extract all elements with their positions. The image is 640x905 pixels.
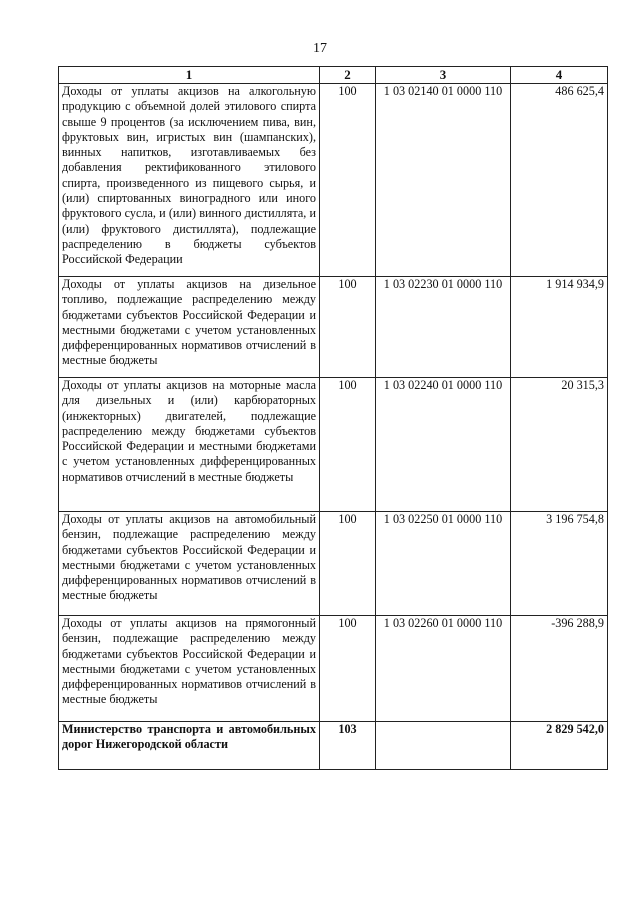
row-kbk: 1 03 02260 01 0000 110 [376,616,511,722]
row-amount: -396 288,9 [511,616,608,722]
row-amount: 1 914 934,9 [511,277,608,378]
row-code: 100 [320,512,376,616]
table-header-row [59,67,608,84]
table-row [59,277,608,378]
row-amount: 20 315,3 [511,378,608,512]
column-header-kbk: 3 [376,67,511,84]
row-kbk: 1 03 02250 01 0000 110 [376,512,511,616]
column-header-amount: 4 [511,67,608,84]
row-kbk [376,722,511,770]
row-code: 100 [320,616,376,722]
table-row-total [59,722,608,770]
row-code: 100 [320,378,376,512]
column-header-code: 2 [320,67,376,84]
row-code: 100 [320,277,376,378]
table-row [59,378,608,512]
row-name: Доходы от уплаты акцизов на автомобильный бензин, подлежащие распределению между бюджетами субъектов Российской Федерации и местными бюджетами с учетом установленных дифференцированных нормативов отчислений в местные бюджеты [59,512,320,616]
revenue-table [58,66,608,770]
table-row [59,512,608,616]
row-code: 100 [320,84,376,277]
row-kbk: 1 03 02230 01 0000 110 [376,277,511,378]
column-header-name: 1 [59,67,320,84]
table-row [59,84,608,277]
row-name: Министерство транспорта и автомобильных дорог Нижегородской области [59,722,320,770]
table-row [59,616,608,722]
row-code: 103 [320,722,376,770]
page-number: 17 [313,41,327,56]
row-name: Доходы от уплаты акцизов на алкогольную продукцию с объемной долей этилового спирта свыше 9 процентов (за исключением пива, вин, фруктовых вин, игристых вин (шампанских), винных напитков, изготавливаемых без добавления ректификованного этилового спирта, произведенного из пищевого сырья, и (или) спиртованных виноградного или иного фруктового сусла, и (или) винного дистиллята, и (или) фруктового дистиллята), подлежащие распределению в бюджеты субъектов Российской Федерации [59,84,320,277]
row-name: Доходы от уплаты акцизов на моторные масла для дизельных и (или) карбюраторных (инжекторных) двигателей, подлежащие распределению между бюджетами субъектов Российской Федерации и местными бюджетами с учетом установленных дифференцированных нормативов отчислений в местные бюджеты [59,378,320,512]
row-amount: 2 829 542,0 [511,722,608,770]
row-name: Доходы от уплаты акцизов на дизельное топливо, подлежащие распределению между бюджетами субъектов Российской Федерации и местными бюджетами с учетом установленных дифференцированных нормативов отчислений в местные бюджеты [59,277,320,378]
row-amount: 3 196 754,8 [511,512,608,616]
row-kbk: 1 03 02140 01 0000 110 [376,84,511,277]
row-name: Доходы от уплаты акцизов на прямогонный бензин, подлежащие распределению между бюджетами субъектов Российской Федерации и местными бюджетами с учетом установленных дифференцированных нормативов отчислений в местные бюджеты [59,616,320,722]
row-amount: 486 625,4 [511,84,608,277]
row-kbk: 1 03 02240 01 0000 110 [376,378,511,512]
